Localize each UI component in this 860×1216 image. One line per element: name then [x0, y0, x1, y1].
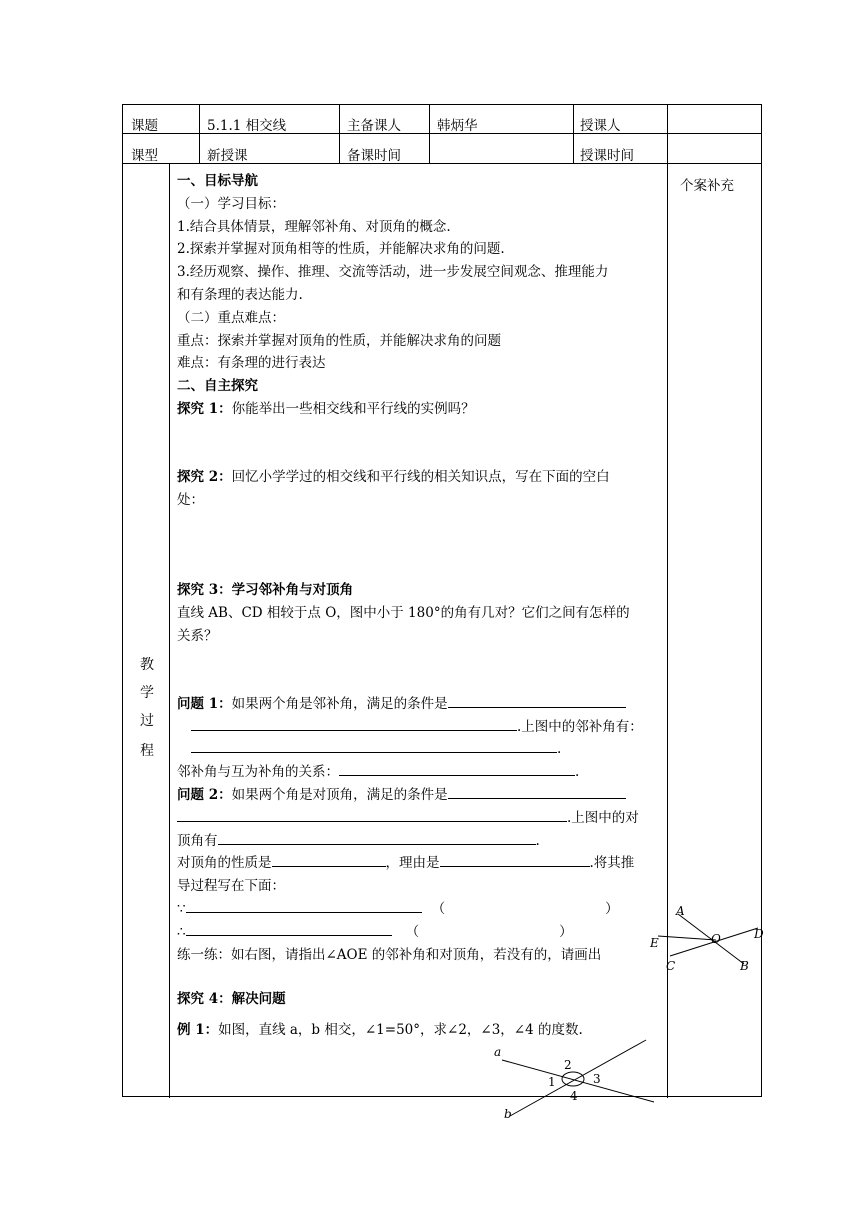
explore-2-cont: 处： — [177, 491, 204, 508]
header-subject-value: 5.1.1 相交线 — [207, 118, 287, 134]
question-1-cont — [177, 716, 667, 739]
line-b — [510, 1040, 646, 1116]
goal-item-cont: 和有条理的表达能力. — [177, 286, 303, 303]
explore-text: 你能举出一些相交线和平行线的实例吗？ — [231, 400, 475, 417]
relation-line — [177, 761, 667, 784]
angles-figure — [486, 1036, 666, 1120]
answer-blank — [177, 807, 567, 822]
angle-label-2: 2 — [564, 1058, 572, 1072]
paren: （ — [405, 923, 420, 940]
point-label-o: O — [711, 932, 721, 946]
answer-blank — [186, 898, 422, 913]
side-label-char: 学 — [140, 685, 154, 701]
property-text: 对顶角的性质是 — [177, 855, 272, 872]
explore-3-text: 关系？ — [177, 627, 218, 644]
example-text: 如图，直线 a，b 相交，∠1=50°，求∠2，∠3，∠4 的度数. — [218, 1022, 583, 1039]
angle-label-3: 3 — [593, 1072, 601, 1086]
lesson-content — [177, 170, 667, 1042]
property-text: .将其推 — [589, 855, 635, 872]
question-label: 问题 1： — [177, 695, 232, 712]
point-label-a: A — [676, 904, 685, 918]
header-teachtime-label: 授课时间 — [580, 148, 634, 164]
question-1-cont — [177, 738, 667, 761]
property-line — [177, 852, 667, 875]
paren: ） — [605, 900, 619, 917]
header-preparer-label: 主备课人 — [347, 118, 401, 134]
col-divider — [339, 105, 340, 163]
because-symbol: ∵ — [177, 900, 186, 917]
relation-text: 邻补角与互为补角的关系： — [177, 764, 339, 781]
explore-4-title: 探究 4：解决问题 — [177, 991, 286, 1008]
explore-1 — [177, 398, 667, 421]
line-label-b: b — [504, 1107, 512, 1121]
example-label: 例 1： — [177, 1022, 219, 1039]
angle-label-4: 4 — [570, 1089, 578, 1103]
answer-blank — [186, 921, 392, 936]
therefore-line — [177, 921, 667, 944]
header-preptime-label: 备课时间 — [347, 148, 401, 164]
therefore-symbol: ∴ — [177, 923, 186, 940]
point-label-c: C — [666, 959, 676, 973]
question-label: 问题 2： — [177, 786, 232, 803]
point-label-b: B — [740, 959, 749, 973]
side-label-char: 过 — [140, 713, 154, 729]
side-label-char: 程 — [140, 743, 154, 759]
header-type-label: 课型 — [131, 148, 158, 164]
explore-3-title: 探究 3：学习邻补角与对顶角 — [177, 582, 354, 599]
header-type-value: 新授课 — [207, 148, 248, 164]
period: . — [557, 741, 562, 758]
question-text: 顶角有 — [177, 832, 218, 849]
question-text: .上图中的对 — [567, 809, 639, 826]
col-divider — [573, 105, 574, 163]
question-2 — [177, 784, 667, 807]
header-preparer-value: 韩炳华 — [437, 118, 478, 134]
period: . — [535, 832, 540, 849]
angle-label-1: 1 — [548, 1075, 556, 1089]
explore-label: 探究 2： — [177, 468, 232, 485]
because-line — [177, 898, 667, 921]
property-line-cont: 导过程写在下面： — [177, 878, 285, 895]
difficult-point: 难点：有条理的进行表达 — [177, 355, 326, 372]
question-1 — [177, 693, 667, 716]
point-label-d: D — [754, 927, 764, 941]
supplement-label: 个案补充 — [680, 178, 734, 194]
header-subject-label: 课题 — [131, 118, 158, 134]
col-divider — [199, 105, 200, 163]
angle-arc — [562, 1072, 584, 1086]
line-label-a: a — [494, 1045, 502, 1059]
answer-blank — [339, 761, 575, 776]
explore-3-text: 直线 AB、CD 相较于点 O，图中小于 180°的角有几对？它们之间有怎样的 — [177, 605, 630, 622]
point-label-e: E — [650, 936, 659, 950]
key-point: 重点：探索并掌握对顶角的性质，并能解决求角的问题 — [177, 332, 501, 349]
goal-item: 1.结合具体情景，理解邻补角、对顶角的概念. — [177, 218, 451, 235]
explore-text: 回忆小学学过的相交线和平行线的相关知识点，写在下面的空白 — [231, 468, 610, 485]
section-title: 二、自主探究 — [177, 378, 258, 395]
answer-blank — [440, 852, 590, 867]
explore-2 — [177, 466, 667, 489]
answer-blank — [448, 784, 626, 799]
intersecting-lines-figure — [640, 900, 764, 973]
period: . — [575, 764, 580, 781]
question-text: .上图中的邻补角有： — [517, 718, 643, 735]
answer-blank — [191, 716, 517, 731]
question-text: 如果两个角是邻补角，满足的条件是 — [231, 695, 448, 712]
paren: ） — [559, 923, 573, 940]
answer-blank — [448, 693, 626, 708]
col-divider — [169, 163, 170, 1098]
paren: （ — [431, 900, 446, 917]
explore-label: 探究 1： — [177, 400, 232, 417]
goal-item: 3.经历观察、操作、推理、交流等活动，进一步发展空间观念、推理能力 — [177, 264, 609, 281]
side-label-char: 教 — [140, 657, 154, 673]
question-2-cont — [177, 807, 667, 830]
question-text: 如果两个角是对顶角，满足的条件是 — [231, 786, 448, 803]
header-teacher-label: 授课人 — [580, 118, 621, 134]
col-divider — [429, 105, 430, 163]
answer-blank — [272, 852, 386, 867]
property-text: ，理由是 — [385, 855, 440, 872]
section-title: 一、目标导航 — [177, 173, 258, 189]
goal-item: 2.探索并掌握对顶角相等的性质，并能解决求角的问题. — [177, 241, 505, 258]
line-a — [502, 1060, 654, 1102]
subsection-title: （一）学习目标： — [177, 195, 285, 212]
subsection-title: （二）重点难点： — [177, 309, 285, 326]
answer-blank — [191, 738, 557, 753]
answer-blank — [218, 830, 536, 845]
question-2-cont — [177, 830, 667, 853]
practice-line: 练一练：如右图，请指出∠AOE 的邻补角和对顶角，若没有的，请画出 — [177, 946, 602, 963]
